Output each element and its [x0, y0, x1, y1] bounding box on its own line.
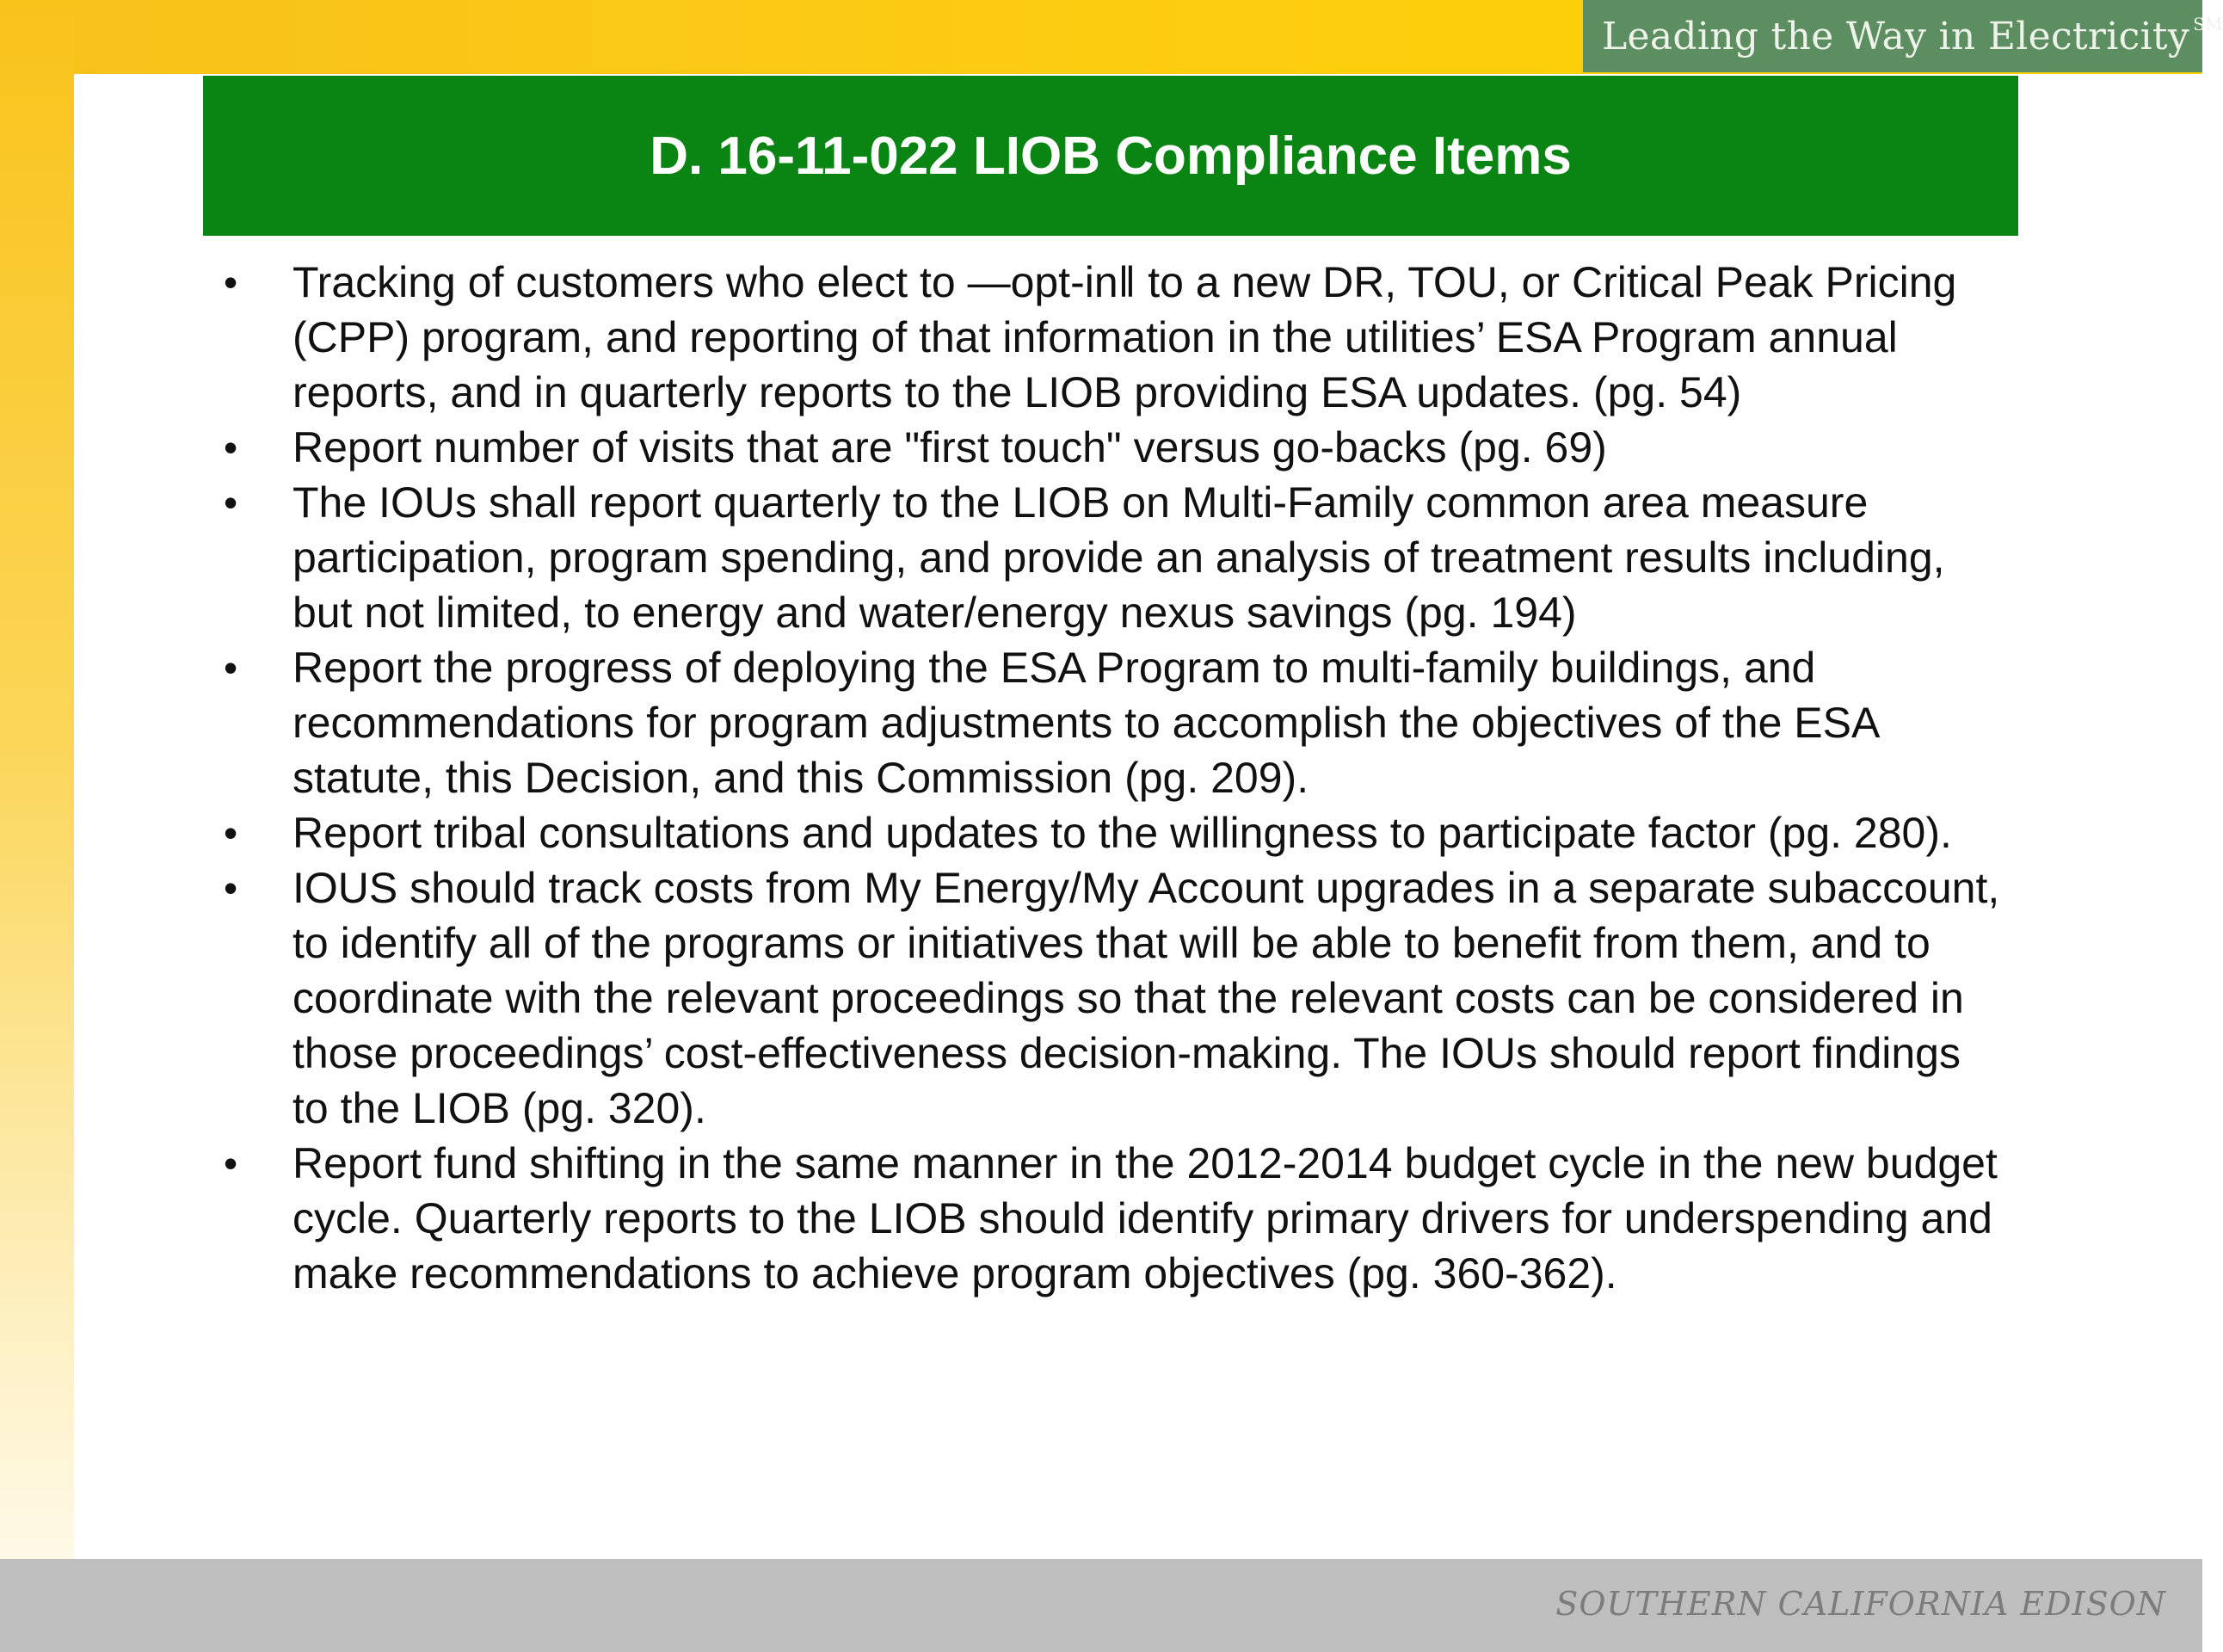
list-item: • Report fund shifting in the same manner in the 2012-2014 budget cycle in the new budget cycle. Quarterly reports to the LIOB should identify primary drivers for underspending and make recommendations to achieve program objectives (pg. 360-362).: [215, 1136, 2004, 1301]
list-item: • The IOUs shall report quarterly to the LIOB on Multi-Family common area measure participation, program spending, and provide an analysis of treatment results including, but not limited, to energy and water/energy nexus savings (pg. 194): [215, 475, 2004, 640]
list-item: • Report number of visits that are "first touch" versus go-backs (pg. 69): [215, 420, 2004, 475]
list-item: • Report tribal consultations and updates to the willingness to participate factor (pg. 280).: [215, 805, 2004, 860]
title-banner: [203, 76, 2018, 236]
tagline-banner: [1583, 0, 2223, 72]
footer-company-name: SOUTHERN CALIFORNIA EDISON: [1555, 1585, 2166, 1623]
left-accent-bar: [0, 0, 74, 1652]
tagline-label: Leading the Way in Electricity: [1602, 15, 2190, 59]
list-item: • Tracking of customers who elect to —opt-in‖ to a new DR, TOU, or Critical Peak Pricing (CPP) program, and reporting of that information in the utilities’ ESA Program annual reports, and in quarterly reports to the LIOB providing ESA updates. (pg. 54): [215, 255, 2004, 420]
list-item: • IOUS should track costs from My Energy/My Account upgrades in a separate subaccount, to identify all of the programs or initiatives that will be able to benefit from them, and to coordinate with the relevant proceedings so that the relevant costs can be considered in those proceedings’ cost-effectiveness decision-making. The IOUs should report findings to the LIOB (pg. 320).: [215, 860, 2004, 1136]
service-mark: SM: [2193, 14, 2223, 34]
slide-title: D. 16-11-022 LIOB Compliance Items: [650, 126, 1572, 186]
tagline-text: [1602, 14, 2223, 59]
list-item: • Report the progress of deploying the ESA Program to multi-family buildings, and recommendations for program adjustments to accomplish the objectives of the ESA statute, this Decision, and this Commission (pg. 209).: [215, 640, 2004, 805]
compliance-items-list: [215, 255, 2004, 1301]
